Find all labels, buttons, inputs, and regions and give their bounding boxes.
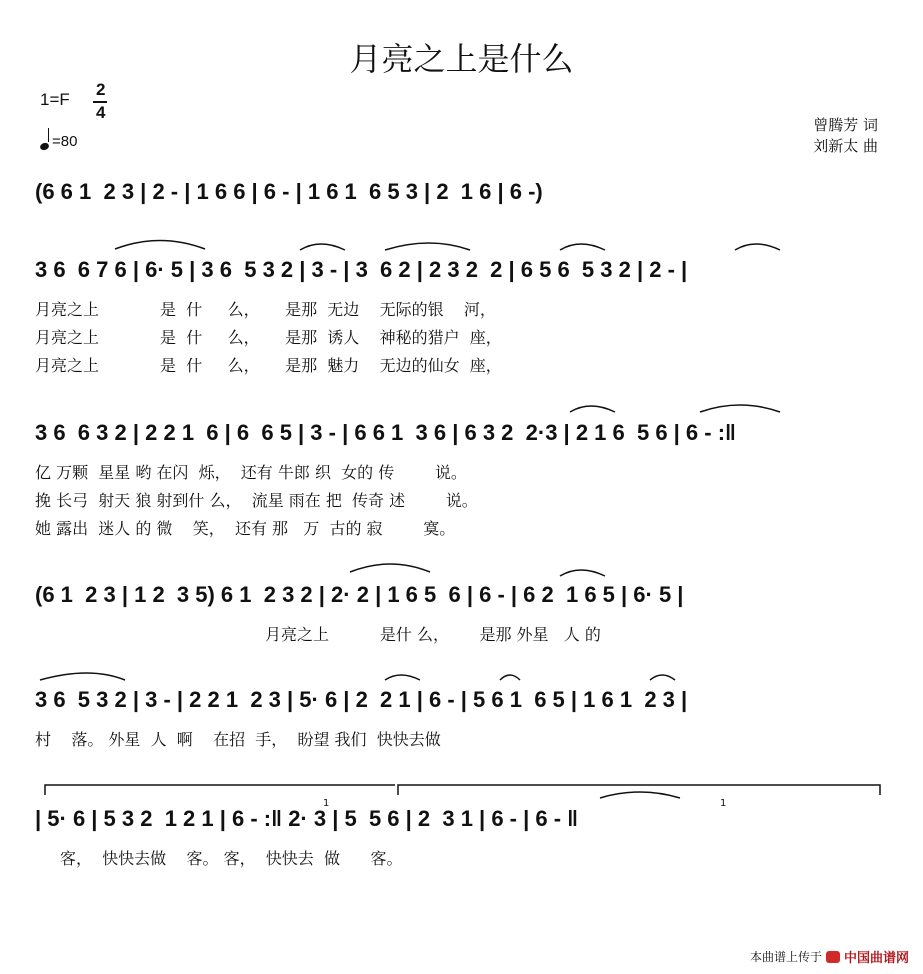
notation-line-4: (6 1 2 3 | 1 2 3 5) 6 1 2 3 2 | 2· 2 | 1 6 5 6 | 6 - | 6 2 1 6 5 | 6· 5 |	[35, 582, 684, 607]
slur-mark	[560, 570, 605, 576]
notation-line-6: | 5· 6 | 5 3 2 1 2 1 | 6 - :‖ 2· 3 | 5 5 6 | 2 3 1 | 6 - | 6 - ‖	[35, 806, 579, 831]
slur-mark	[570, 406, 615, 412]
volta-label-2: 1	[720, 798, 727, 809]
volta-bracket-2	[398, 785, 880, 795]
slur-mark	[385, 243, 470, 250]
lyric-line-6: 客， 快快去做 客。 客， 快快去 做 客。	[60, 849, 403, 868]
footer	[750, 947, 909, 966]
lyric-line-2-verse-2: 月亮之上 是 什 么， 是那 诱人 神秘的猎户 座，	[35, 328, 502, 347]
lyric-line-3-verse-2: 挽 长弓 射天 狼 射到什 么， 流星 雨在 把 传奇 述 说。	[35, 491, 478, 510]
volta-bracket-1	[45, 785, 395, 795]
notation-line-1: (6 6 1 2 3 | 2 - | 1 6 6 | 6 - | 1 6 1 6 5 3 | 2 1 6 | 6 -)	[35, 179, 543, 204]
footer-text: 本曲谱上传于	[749, 950, 822, 964]
notation-line-5: 3 6 5 3 2 | 3 - | 2 2 1 2 3 | 5· 6 | 2 2 1 | 6 - | 5 6 1 6 5 | 1 6 1 2 3 |	[35, 687, 688, 712]
slur-mark	[560, 244, 605, 250]
slur-mark	[650, 675, 675, 680]
slur-mark	[600, 792, 680, 798]
slur-mark	[500, 675, 520, 680]
time-signature-bottom: 4	[96, 103, 106, 122]
composer-credit: 刘新太 曲	[813, 137, 878, 155]
notation-line-3: 3 6 6 3 2 | 2 2 1 6 | 6 6 5 | 3 - | 6 6 1 3 6 | 6 3 2 2·3 | 2 1 6 5 6 | 6 - :‖	[35, 420, 736, 445]
volta-label-1: 1	[323, 798, 330, 809]
site-logo-icon	[826, 951, 840, 963]
slur-mark	[385, 675, 420, 680]
slur-mark	[115, 241, 205, 250]
slur-mark	[735, 244, 780, 250]
lyric-line-3-verse-3: 她 露出 迷人 的 微 笑， 还有 那 万 古的 寂 寞。	[35, 519, 456, 538]
slur-mark	[350, 564, 430, 572]
lyric-line-2-verse-1: 月亮之上 是 什 么， 是那 无边 无际的银 河，	[35, 300, 496, 319]
slur-mark	[700, 405, 780, 412]
lyric-line-2-verse-3: 月亮之上 是 什 么， 是那 魅力 无边的仙女 座，	[35, 356, 502, 375]
lyric-line-5: 村 落。 外星 人 啊 在招 手， 盼望 我们 快快去做	[35, 730, 441, 749]
notation-line-2: 3 6 6 7 6 | 6· 5 | 3 6 5 3 2 | 3 - | 3 6 2 | 2 3 2 2 | 6 5 6 5 3 2 | 2 - |	[35, 257, 688, 282]
lyric-line-3-verse-1: 亿 万颗 星星 哟 在闪 烁， 还有 牛郎 织 女的 传 说。	[35, 463, 467, 482]
tempo-value: =80	[52, 133, 78, 150]
time-signature-top: 2	[96, 80, 106, 99]
slur-mark	[300, 244, 345, 250]
key-signature: 1=F	[40, 90, 70, 109]
score-title: 月亮之上是什么	[349, 40, 574, 78]
site-name[interactable]: 中国曲谱网	[843, 951, 909, 966]
lyricist-credit: 曾腾芳 词	[813, 116, 878, 134]
lyric-line-4: 月亮之上 是什 么， 是那 外星 人 的	[265, 625, 601, 644]
slur-mark	[40, 673, 125, 680]
